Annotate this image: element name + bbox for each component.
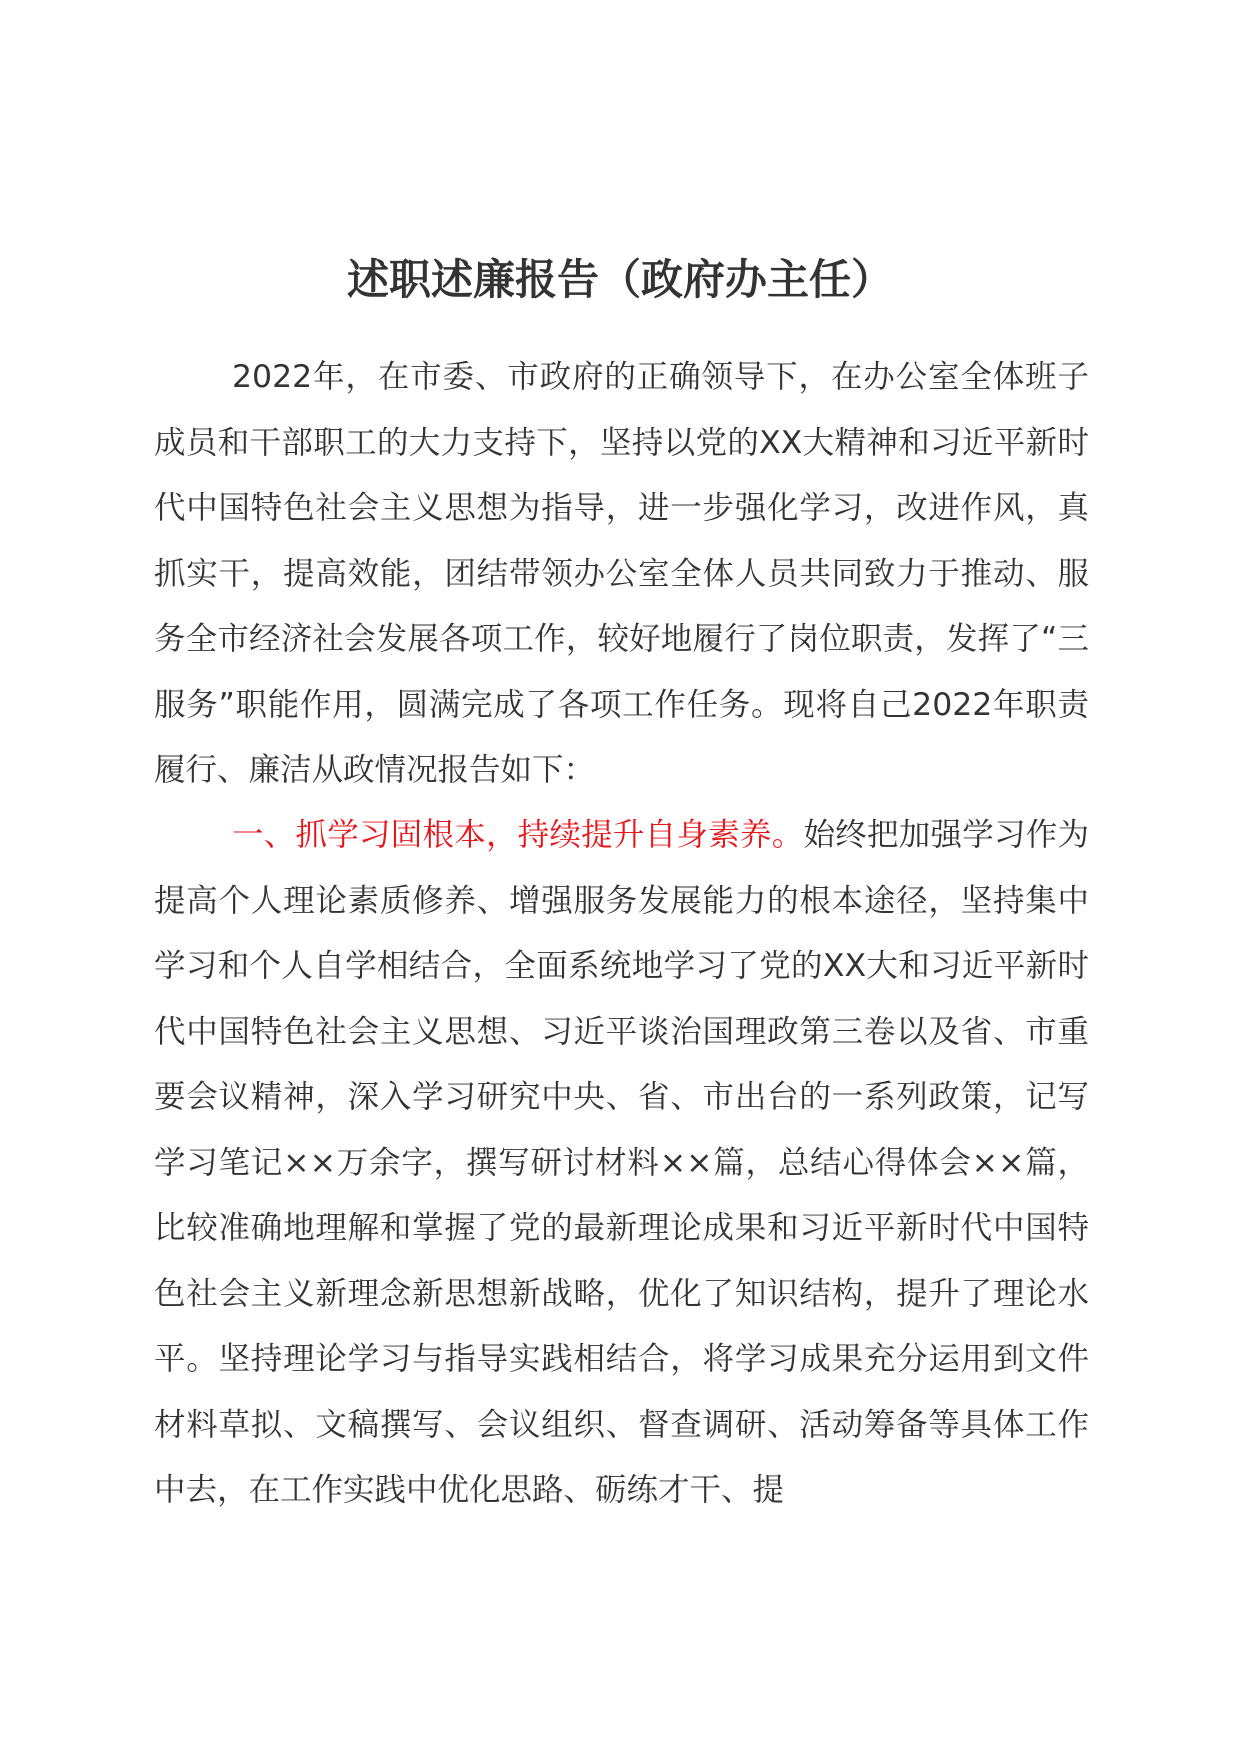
section-one-text: 始终把加强学习作为提高个人理论素质修养、增强服务发展能力的根本途径，坚持集中学习和个人自学相结合，全面系统地学习了党的XX大和习近平新时代中国特色社会主义思想、习近平谈治国理政第三卷以及省、市重要会议精神，深入学习研究中央、省、市出台的一系列政策，记写学习笔记××万余字，撰写研讨材料××篇，总结心得体会××篇，比较准确地理解和掌握了党的最新理论成果和习近平新时代中国特色社会主义新理念新思想新战略，优化了知识结构，提升了理论水平。坚持理论学习与指导实践相结合，将学习成果充分运用到文件材料草拟、文稿撰写、会议组织、督查调研、活动筹备等具体工作中去，在工作实践中优化思路、砺练才干、提 [154,817,1089,1508]
section-one-paragraph [154,803,1089,1524]
document-title: 述职述廉报告（政府办主任） [346,255,893,304]
section-one-heading: 一、抓学习固根本，持续提升自身素养。 [232,817,804,853]
intro-paragraph [154,345,1089,804]
intro-paragraph-text: 2022年，在市委、市政府的正确领导下，在办公室全体班子成员和干部职工的大力支持下，坚持以党的XX大精神和习近平新时代中国特色社会主义思想为指导，进一步强化学习，改进作风，真抓实干，提高效能，团结带领办公室全体人员共同致力于推动、服务全市经济社会发展各项工作，较好地履行了岗位职责，发挥了“三服务”职能作用，圆满完成了各项工作任务。现将自己2022年职责履行、廉洁从政情况报告如下： [154,359,1089,788]
